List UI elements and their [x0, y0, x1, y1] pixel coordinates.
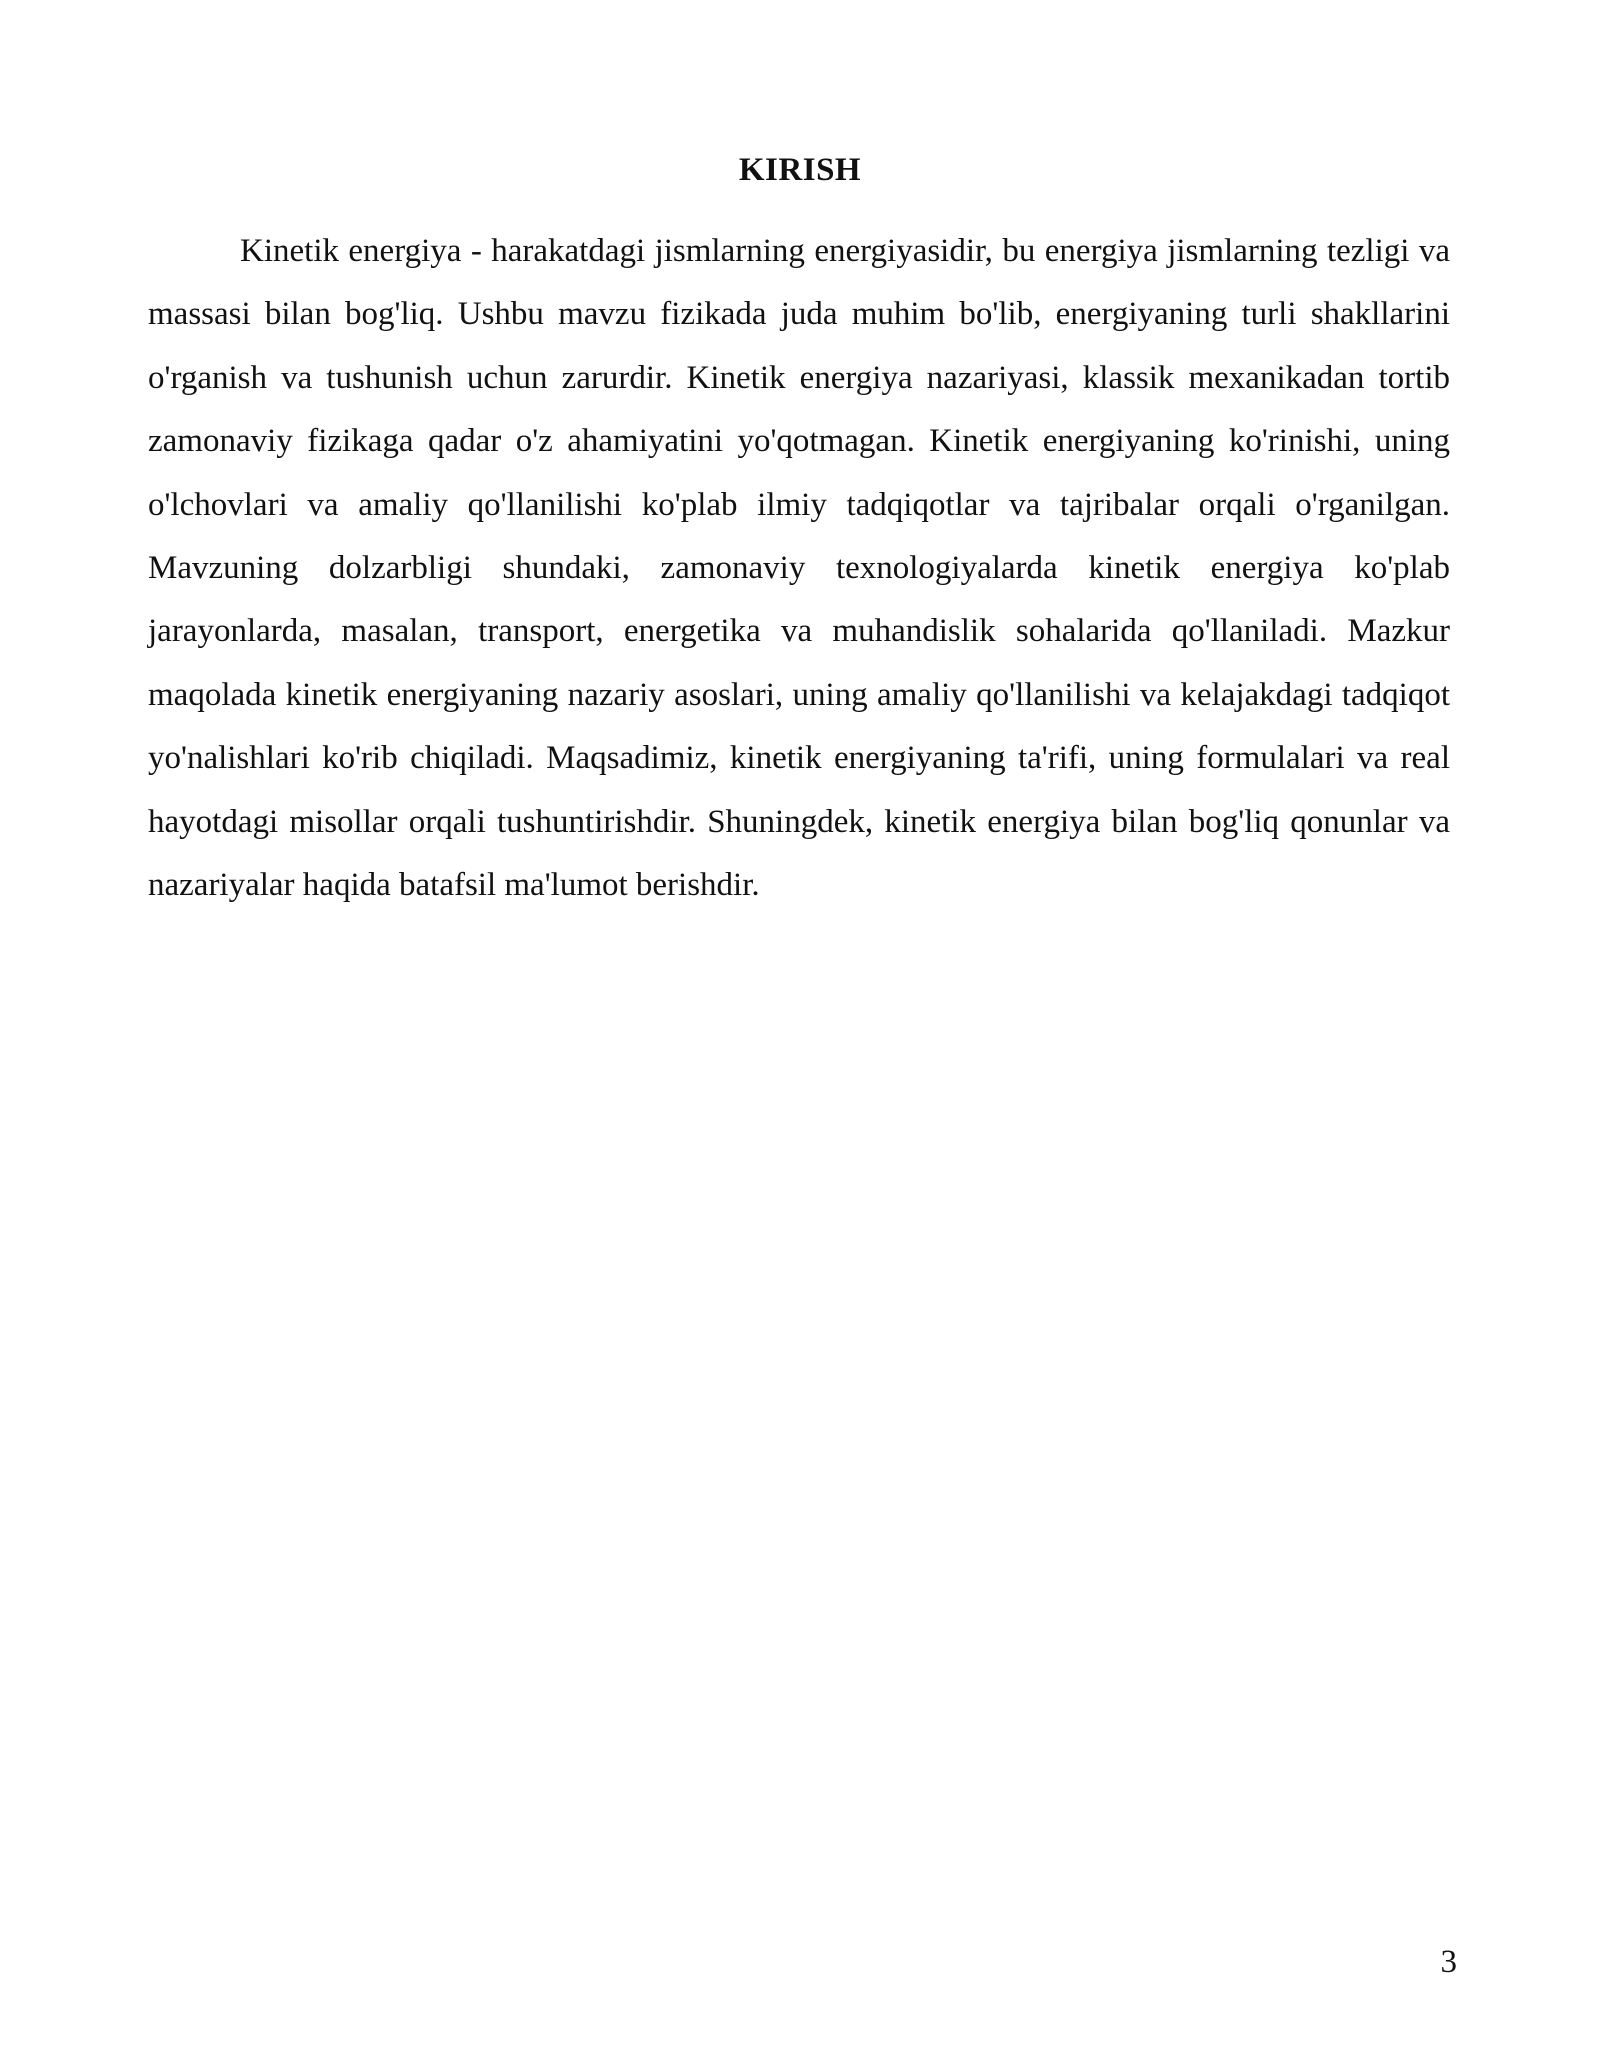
- section-heading: KIRISH: [738, 152, 862, 188]
- introduction-paragraph: Kinetik energiya - harakatdagi jismlarning energiyasidir, bu energiya jismlarning tezligi va massasi bilan bog'liq. Ushbu mavzu fizikada juda muhim bo'lib, energiyaning turli shakllarini o'rganish va tushunish uchun zarurdir. Kinetik energiya nazariyasi, klassik mexanikadan tortib zamonaviy fizikaga qadar o'z ahamiyatini yo'qotmagan. Kinetik energiyaning ko'rinishi, uning o'lchovlari va amaliy qo'llanilishi ko'plab ilmiy tadqiqotlar va tajribalar orqali o'rganilgan. Mavzuning dolzarbligi shundaki, zamonaviy texnologiyalarda kinetik energiya ko'plab jarayonlarda, masalan, transport, energetika va muhandislik sohalarida qo'llaniladi. Mazkur maqolada kinetik energiyaning nazariy asoslari, uning amaliy qo'llanilishi va kelajakdagi tadqiqot yo'nalishlari ko'rib chiqiladi. Maqsadimiz, kinetik energiyaning ta'rifi, uning formulalari va real hayotdagi misollar orqali tushuntirishdir. Shuningdek, kinetik energiya bilan bog'liq qonunlar va nazariyalar haqida batafsil ma'lumot berishdir.: [148, 233, 1450, 904]
- page-number: 3: [1440, 1944, 1457, 1980]
